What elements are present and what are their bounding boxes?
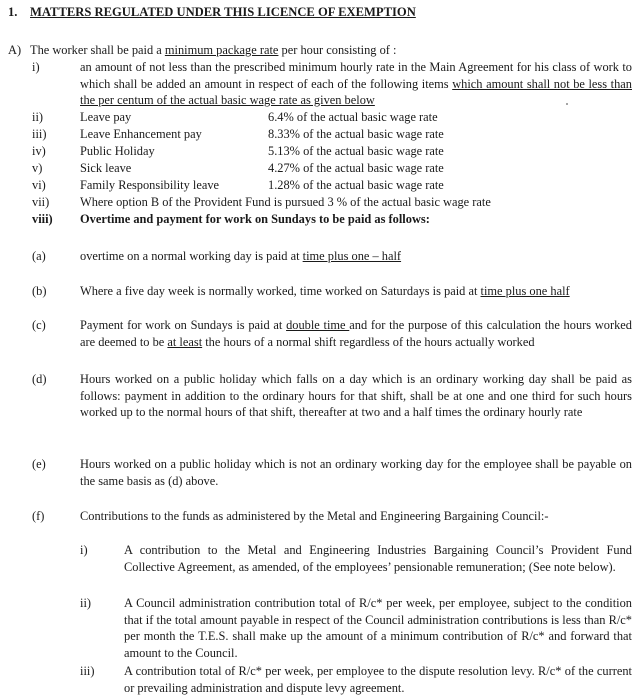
- item-number: i): [32, 60, 40, 74]
- item-c-text: Payment for work on Sundays is paid at: [80, 318, 287, 332]
- intro-text-end: per hour consisting of :: [278, 43, 397, 57]
- sub-item-number: i): [80, 543, 88, 557]
- sub-item-text: A contribution to the Metal and Engineering Industries Bargaining Council’s Provident Fund Collective Agreement, as amended, of the employees’ pensionable remuneration; (See note below).: [124, 543, 632, 574]
- sub-item-number: ii): [80, 596, 92, 610]
- item-c-underlined: double time: [286, 318, 350, 332]
- heading-title: MATTERS REGULATED UNDER THIS LICENCE OF EXEMPTION: [30, 5, 416, 19]
- sub-item-text: A contribution total of R/c* per week, per employee to the dispute resolution levy. R/c* of the current or prevailing administration and dispute levy agreement.: [124, 664, 632, 695]
- rate-name: Leave Enhancement pay: [80, 127, 202, 141]
- rate-value: 5.13% of the actual basic wage rate: [268, 144, 444, 158]
- heading-number: 1.: [8, 5, 18, 19]
- rate-value: 1.28% of the actual basic wage rate: [268, 178, 444, 192]
- item-text: Hours worked on a public holiday which is not an ordinary working day for the employee shall be payable on the same basis as (d) above.: [80, 457, 632, 488]
- item-number: (d): [32, 372, 47, 386]
- item-number: (c): [32, 318, 46, 332]
- rate-number: vi): [32, 178, 46, 192]
- item-b-text: Where a five day week is normally worked, time worked on Saturdays is paid at: [80, 284, 481, 298]
- item-text: [80, 283, 570, 300]
- rate-name: Public Holiday: [80, 144, 155, 158]
- item-c-text: and for the purpose of this calculation the hours worked are deemed to be: [80, 318, 632, 349]
- rate-name: Family Responsibility leave: [80, 178, 220, 192]
- sub-item-number: iii): [80, 664, 95, 678]
- rate-number: iv): [32, 144, 46, 158]
- intro-text: The worker shall be paid a: [30, 43, 165, 57]
- item-number: (e): [32, 457, 46, 471]
- item-number: viii): [32, 212, 53, 226]
- section-a-label: A): [8, 43, 22, 57]
- item-c-underlined: at least: [167, 334, 203, 349]
- section-a-intro: [8, 42, 396, 59]
- item-i-underlined: which amount shall not be less than the per centum of the actual basic wage rate as given below: [80, 76, 632, 107]
- item-text: [80, 59, 632, 109]
- sub-item-text: A Council administration contribution total of R/c* per week, per employee, subject to the condition that if the total amount payable in respect of the Council administration contributions is less than R/c* per month the T.E.S. shall make up the amount of a minimum contribution of R/c* and forward that amount to the Council.: [124, 596, 632, 660]
- item-text: Contributions to the funds as administered by the Metal and Engineering Bargaining Council:-: [80, 509, 549, 523]
- item-c-text: the hours of a normal shift regardless of the hours actually worked: [202, 334, 535, 349]
- rate-value: 8.33% of the actual basic wage rate: [268, 127, 444, 141]
- section-heading: [8, 4, 416, 21]
- item-text: [80, 248, 401, 265]
- item-number: (a): [32, 249, 46, 263]
- item-a-text: overtime on a normal working day is paid at: [80, 249, 303, 263]
- rate-value: 4.27% of the actual basic wage rate: [268, 161, 444, 175]
- intro-underlined: minimum package rate: [164, 43, 279, 57]
- item-text: Overtime and payment for work on Sundays to be paid as follows:: [80, 212, 430, 226]
- rate-name: Leave pay: [80, 110, 132, 124]
- item-a-underlined: time plus one – half: [302, 249, 402, 263]
- item-text: Where option B of the Provident Fund is pursued 3 % of the actual basic wage rate: [80, 195, 491, 209]
- item-number: (f): [32, 509, 45, 523]
- item-text: Hours worked on a public holiday which falls on a day which is an ordinary working day shall be paid as follows: payment in addition to the ordinary hours for that shift, shall be at one and one third for such hours worked up to the normal hours of that shift, thereafter at two and a half times the ordinary hourly rate: [80, 372, 632, 419]
- item-number: (b): [32, 284, 47, 298]
- rate-number: iii): [32, 127, 47, 141]
- item-b-underlined: time plus one half: [480, 284, 570, 298]
- rate-name: Sick leave: [80, 161, 132, 175]
- item-number: vii): [32, 195, 50, 209]
- rate-number: ii): [32, 110, 44, 124]
- rate-value: 6.4% of the actual basic wage rate: [268, 110, 438, 124]
- item-text: [80, 317, 632, 350]
- item-i-text: an amount of not less than the prescribed minimum hourly rate in the Main Agreement for his class of work to which shall be added an amount in respect of each of the following items: [80, 60, 632, 91]
- scan-speck: [566, 103, 568, 105]
- rate-number: v): [32, 161, 43, 175]
